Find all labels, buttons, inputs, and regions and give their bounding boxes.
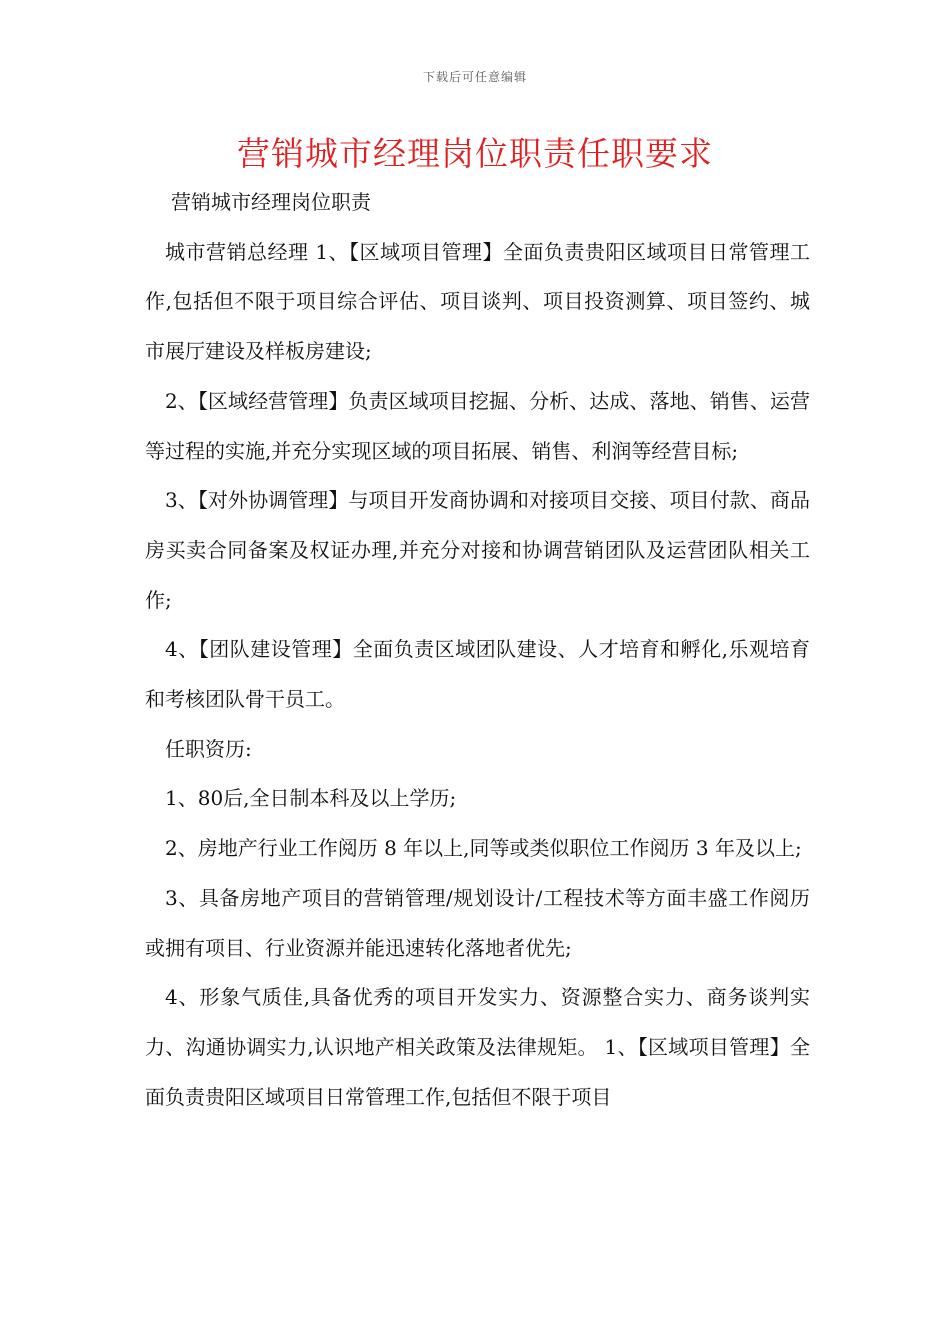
section-subtitle: 营销城市经理岗位职责 — [171, 190, 371, 214]
paragraph-6: 1、80后,全日制本科及以上学历; — [165, 786, 457, 811]
paragraph-8: 3、具备房地产项目的营销管理/规划设计/工程技术等方面丰盛工作阅历或拥有项目、行业资源并能迅速转化落地者优先; — [145, 885, 810, 960]
document-body — [145, 178, 810, 1122]
header-note: 下载后可任意编辑 — [422, 70, 527, 84]
paragraph-1: 城市营销总经理 1、【区域项目管理】全面负责贵阳区域项目日常管理工作,包括但不限于项目综合评估、项目谈判、项目投资测算、项目签约、城市展厅建设及样板房建设; — [145, 239, 810, 364]
paragraph-9: 4、形象气质佳,具备优秀的项目开发实力、资源整合实力、商务谈判实力、沟通协调实力,认识地产相关政策及法律规矩。 1、【区域项目管理】全面负责贵阳区域项目日常管理工作,包括但不限于项目 — [145, 985, 810, 1109]
paragraph-7: 2、房地产行业工作阅历 8 年以上,同等或类似职位工作阅历 3 年及以上; — [165, 836, 802, 861]
paragraph-3: 3、【对外协调管理】与项目开发商协调和对接项目交接、项目付款、商品房买卖合同备案及权证办理,并充分对接和协调营销团队及运营团队相关工作; — [145, 488, 810, 612]
paragraph-5: 任职资历: — [165, 736, 252, 761]
paragraph-2: 2、【区域经营管理】负责区域项目挖掘、分析、达成、落地、销售、运营等过程的实施,并充分实现区域的项目拓展、销售、利润等经营目标; — [145, 388, 810, 463]
paragraph-4: 4、【团队建设管理】全面负责区域团队建设、人才培育和孵化,乐观培育和考核团队骨干员工。 — [145, 637, 810, 712]
document-title: 营销城市经理岗位职责任职要求 — [237, 134, 713, 173]
